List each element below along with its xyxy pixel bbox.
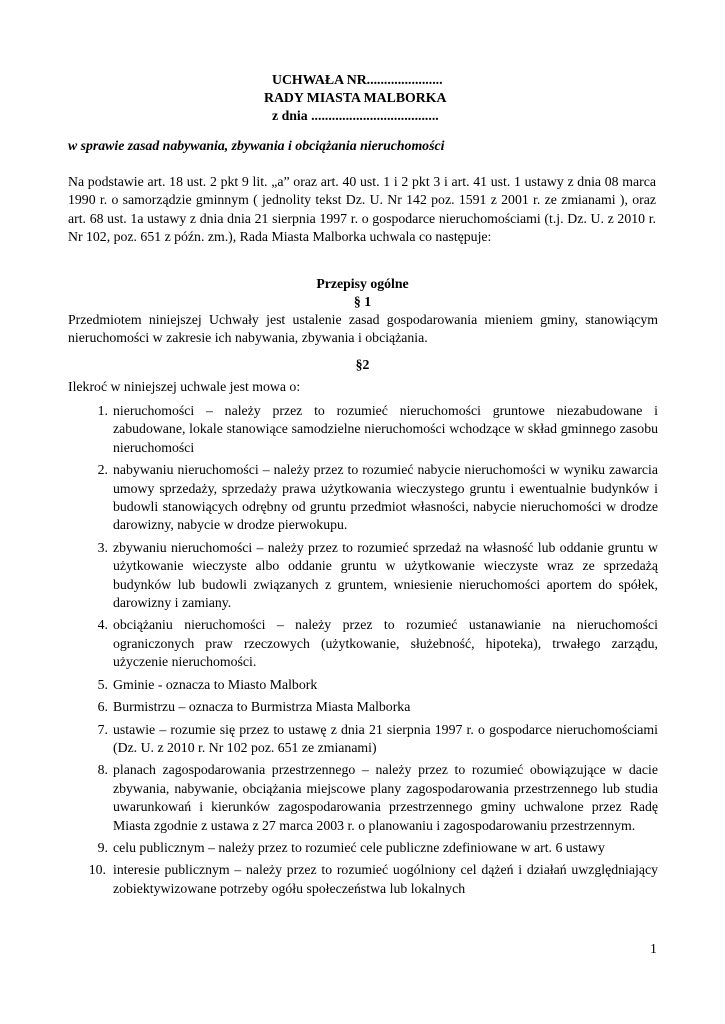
list-item — [68, 616, 658, 671]
list-item-text: zbywaniu nieruchomości – należy przez to rozumieć sprzedaż na własność lub oddanie gruntu w użytkowanie wieczyste albo oddanie gruntu w użytkowanie wieczyste wraz ze sprzedażą budynków lub budowli związanych z gruntem, wniesienie nieruchomości aportem do spółek, darowizny i zamiany. — [113, 539, 658, 611]
list-item-text: ustawie – rozumie się przez to ustawę z dnia 21 sierpnia 1997 r. o gospodarce nieruchomościami (Dz. U. z 2010 r. Nr 102 poz. 651 ze zmianami) — [113, 721, 658, 755]
council-name: RADY MIASTA MALBORKA — [264, 90, 447, 105]
paragraph-2-label: §2 — [355, 357, 370, 372]
resolution-subject: w sprawie zasad nabywania, zbywania i obciążania nieruchomości — [68, 138, 445, 153]
list-item-number: 1. — [97, 403, 108, 418]
list-item — [68, 402, 658, 457]
paragraph-2-intro: Ilekroć w niniejszej uchwale jest mowa o: — [68, 379, 301, 394]
list-item-number: 5. — [97, 676, 108, 692]
paragraph-1-text: Przedmiotem niniejszej Uchwały jest ustalenie zasad gospodarowania mieniem gminy, stanowiącym nieruchomości w zakresie ich nabywania, zbywania i obciążania. — [68, 312, 658, 346]
definitions-list — [68, 402, 658, 902]
page-number: 1 — [650, 941, 657, 956]
list-item-number: 10. — [88, 862, 106, 878]
resolution-date: z dnia ..................................... — [272, 108, 439, 123]
list-item — [68, 676, 658, 694]
list-item-text: Burmistrzu – oznacza to Burmistrza Miasta Malborka — [113, 699, 411, 715]
list-item — [68, 539, 658, 613]
list-item — [68, 461, 658, 535]
list-item-text: Gminie - oznacza to Miasto Malbork — [113, 676, 318, 692]
list-item-number: 7. — [97, 721, 108, 737]
list-item — [68, 761, 658, 835]
list-item-number: 9. — [97, 839, 108, 855]
list-item-text: obciążaniu nieruchomości – należy przez to rozumieć ustanawianie na nieruchomości ograniczonych praw rzeczowych (użytkowanie, służebność, hipoteka), trwałego zarządu, użyczenie nieruchomości. — [113, 617, 658, 670]
list-item-number: 3. — [97, 539, 108, 555]
list-item-number: 2. — [97, 462, 108, 478]
paragraph-1-label: § 1 — [353, 294, 372, 309]
list-item — [68, 839, 658, 857]
section-title: Przepisy ogólne — [316, 276, 409, 291]
list-item — [68, 698, 658, 716]
list-item-number: 6. — [97, 699, 108, 715]
resolution-number: UCHWAŁA NR...................... — [272, 72, 443, 87]
list-item-text: planach zagospodarowania przestrzennego – należy przez to rozumieć obowiązujące w dacie zbywania, nabywanie, obciążania miejscowe plany zagospodarowania przestrzennego lub studia uwarunkowań i kierunków zagospodarowania przestrzennego gminy uchwalone przez Radę Miasta zgodnie z ustawa z 27 marca 2003 r. o planowaniu i zagospodarowaniu przestrzennym. — [113, 762, 658, 833]
legal-basis-paragraph: Na podstawie art. 18 ust. 2 pkt 9 lit. „a” oraz art. 40 ust. 1 i 2 pkt 3 i art. 41 ust. 1 ustawy z dnia 08 marca 1990 r. o samorządzie gminnym ( jednolity tekst Dz. U. Nr 142 poz. 1591 z 2001 r. ze zmianami ), oraz art. 68 ust. 1a ustawy z dnia dnia 21 sierpnia 1997 r. o gospodarce nieruchomościami (t.j. Dz. U. z 2010 r. Nr 102, poz. 651 z późn. zm.), Rada Miasta Malborka uchwala co następuje: — [68, 174, 656, 245]
list-item-number: 8. — [97, 762, 108, 778]
list-item-text: nabywaniu nieruchomości – należy przez to rozumieć nabycie nieruchomości w wyniku zawarcia umowy sprzedaży, sprzedaży prawa użytkowania wieczystego gruntu i ewentualnie budynków i budowli stanowiących odrębny od gruntu przedmiot własności, nabycie nieruchomości w drodze darowizny, nabycie w drodze pierwokupu. — [113, 462, 658, 533]
list-item-text: celu publicznym – należy przez to rozumieć cele publiczne zdefiniowane w art. 6 ustawy — [113, 839, 605, 855]
list-item-number: 4. — [97, 617, 108, 633]
list-item-text: nieruchomości – należy przez to rozumieć nieruchomości gruntowe niezabudowane i zabudowane, lokale stanowiące samodzielne nieruchomości wchodzące w skład gminnego zasobu nieruchomości — [113, 403, 658, 455]
list-item-text: interesie publicznym – należy przez to rozumieć uogólniony cel dążeń i działań uwzględniający zobiektywizowane potrzeby ogółu społeczeństwa lub lokalnych — [113, 862, 658, 896]
list-item — [68, 721, 658, 758]
list-item — [68, 861, 658, 898]
